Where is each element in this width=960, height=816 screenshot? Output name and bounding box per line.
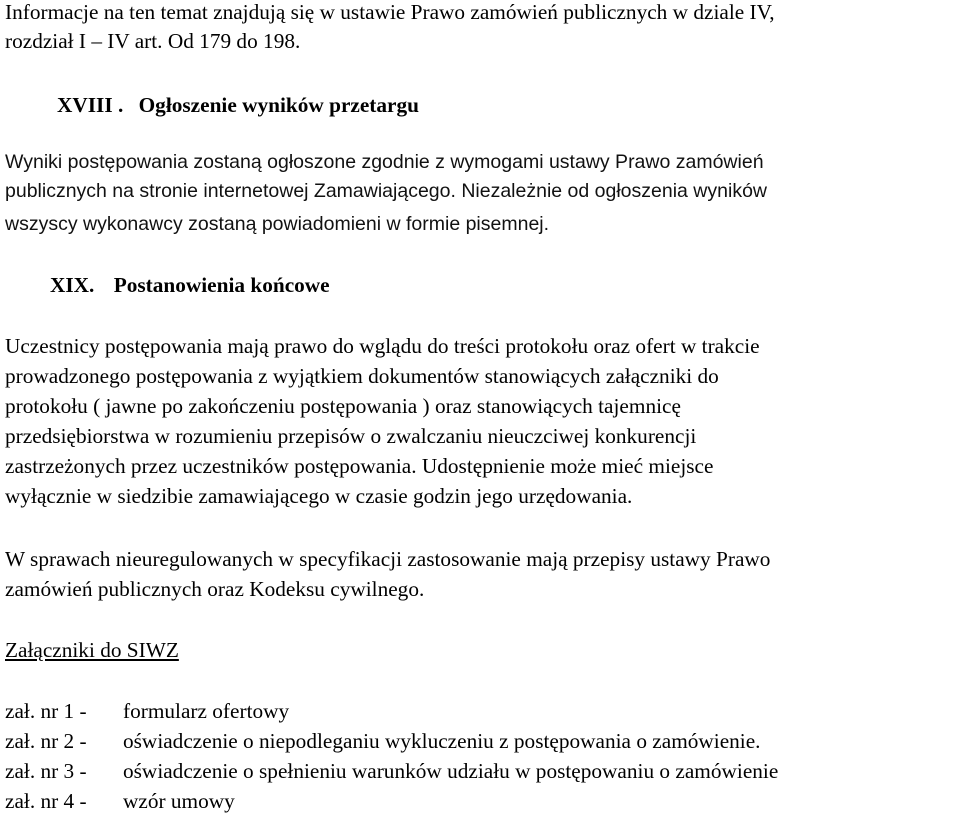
- section-19-para-2-line-2: zamówień publicznych oraz Kodeksu cywilnego.: [5, 577, 425, 601]
- section-18-title: Ogłoszenie wyników przetargu: [138, 93, 419, 117]
- attachment-description: formularz ofertowy: [123, 699, 290, 723]
- intro-line-1: Informacje na ten temat znajdują się w ustawie Prawo zamówień publicznych w dziale IV,: [5, 0, 775, 24]
- section-18-number: XVIII .: [57, 93, 124, 117]
- section-19-para-1-line-2: prowadzonego postępowania z wyjątkiem dokumentów stanowiących załączniki do: [5, 364, 719, 388]
- section-19-para-1-line-6: wyłącznie w siedzibie zamawiającego w czasie godzin jego urzędowania.: [5, 484, 633, 508]
- section-19-title: Postanowienia końcowe: [113, 273, 330, 297]
- section-19-number: XIX.: [50, 273, 95, 297]
- section-18-line-3: wszyscy wykonawcy zostaną powiadomieni w formie pisemnej.: [5, 213, 550, 235]
- attachment-description: wzór umowy: [123, 789, 235, 813]
- attachment-label: zał. nr 2 -: [5, 729, 87, 753]
- section-19-para-1-line-5: zastrzeżonych przez uczestników postępowania. Udostępnienie może mieć miejsce: [5, 454, 714, 478]
- intro-line-2: rozdział I – IV art. Od 179 do 198.: [5, 29, 301, 53]
- section-19-para-1-line-1: Uczestnicy postępowania mają prawo do wglądu do treści protokołu oraz ofert w trakcie: [5, 334, 760, 358]
- section-18-line-2: publicznych na stronie internetowej Zamawiającego. Niezależnie od ogłoszenia wyników: [5, 180, 767, 202]
- attachment-label: zał. nr 4 -: [5, 789, 87, 813]
- attachment-label: zał. nr 1 -: [5, 699, 87, 723]
- attachments-heading: Załączniki do SIWZ: [5, 638, 179, 662]
- attachment-label: zał. nr 3 -: [5, 759, 87, 783]
- section-19-para-1-line-4: przedsiębiorstwa w rozumieniu przepisów o zwalczaniu nieuczciwej konkurencji: [5, 424, 697, 448]
- attachment-description: oświadczenie o spełnieniu warunków udziału w postępowaniu o zamówienie: [123, 759, 779, 783]
- attachment-description: oświadczenie o niepodleganiu wykluczeniu z postępowania o zamówienie.: [123, 729, 761, 753]
- section-19-para-1-line-3: protokołu ( jawne po zakończeniu postępowania ) oraz stanowiących tajemnicę: [5, 394, 681, 418]
- section-18-heading: [57, 91, 419, 120]
- section-18-line-1: Wyniki postępowania zostaną ogłoszone zgodnie z wymogami ustawy Prawo zamówień: [5, 151, 764, 173]
- section-19-para-2-line-1: W sprawach nieuregulowanych w specyfikacji zastosowanie mają przepisy ustawy Prawo: [5, 547, 771, 571]
- section-19-heading: [50, 271, 330, 300]
